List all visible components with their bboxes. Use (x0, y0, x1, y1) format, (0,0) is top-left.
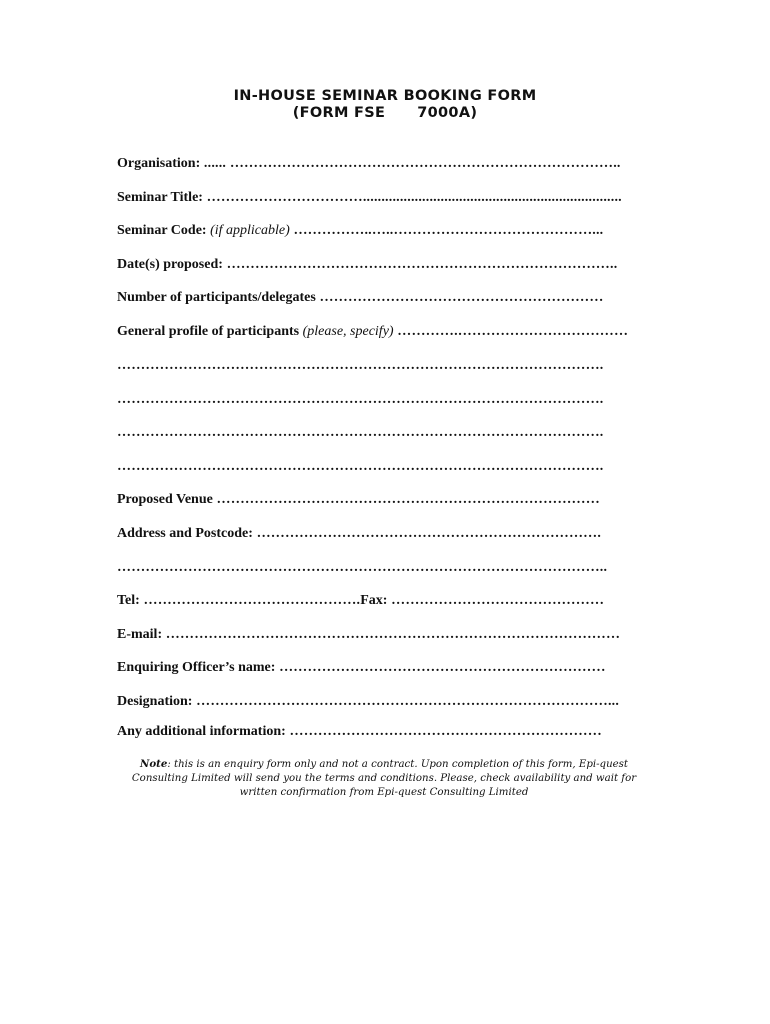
tel-label: Tel: (117, 593, 140, 608)
address-field[interactable] (117, 525, 657, 543)
profile-line-dots: …………………………………………………………………………………………. (117, 358, 604, 373)
profile-line-dots: …………………………………………………………………………………………. (117, 392, 604, 407)
form-code: (FORM FSE 7000A) (292, 105, 478, 121)
profile-dots: ………….……………………………… (393, 324, 629, 339)
venue-dots: ……………………………………………………………………… (212, 492, 600, 507)
fax-dots: ……………………………………… (387, 593, 605, 608)
organisation-field[interactable] (117, 155, 657, 173)
participants-dots: …………………………………………………… (315, 290, 604, 305)
profile-line[interactable] (117, 391, 657, 409)
designation-label: Designation: (117, 694, 193, 709)
additional-dots: ………………………………………………………… (285, 724, 602, 739)
officer-label: Enquiring Officer’s name: (117, 660, 276, 675)
seminar-code-label: Seminar Code: (117, 223, 207, 238)
officer-field[interactable] (117, 659, 657, 677)
address-dots: ………………………………………………………………. (252, 526, 602, 541)
designation-dots: ……………………………………………………………………………... (192, 694, 620, 709)
profile-line[interactable] (117, 458, 657, 476)
seminar-code-hint: (if applicable) (210, 223, 290, 238)
participants-label: Number of participants/delegates (117, 290, 316, 305)
participants-field[interactable] (117, 289, 657, 307)
dates-dots: ……………………………………………………………………….. (222, 257, 618, 272)
seminar-title-label: Seminar Title: (117, 190, 203, 205)
profile-line[interactable] (117, 424, 657, 442)
note-text-3: written confirmation from Epi-quest Consulting Limited (239, 787, 529, 798)
email-label: E-mail: (117, 627, 163, 642)
profile-hint: (please, specify) (302, 324, 394, 339)
note-text-1: : this is an enquiry form only and not a contract. Upon completion of this form, Epi-quest (167, 759, 628, 770)
additional-label: Any additional information: (117, 724, 286, 739)
tel-dots: ………………………………………. (139, 593, 361, 608)
address-line-dots: ………………………………………………………………………………………….. (117, 560, 608, 575)
officer-dots: …………………………………………………………… (275, 660, 606, 675)
form-title: IN-HOUSE SEMINAR BOOKING FORM (233, 88, 537, 104)
address-line[interactable] (117, 559, 657, 577)
additional-field[interactable] (117, 723, 657, 741)
fax-label: Fax: (360, 593, 388, 608)
designation-field[interactable] (117, 693, 657, 711)
note-text-2: Consulting Limited will send you the terms and conditions. Please, check availability and wait for (131, 773, 637, 784)
dates-label: Date(s) proposed: (117, 257, 223, 272)
note-label: Note (140, 758, 168, 770)
enquiry-note (110, 757, 658, 800)
profile-line-dots: …………………………………………………………………………………………. (117, 425, 604, 440)
profile-field[interactable] (117, 323, 657, 341)
profile-line-dots: …………………………………………………………………………………………. (117, 459, 604, 474)
seminar-title-dots: ……………………………...................................................................... (202, 190, 622, 205)
dates-field[interactable] (117, 256, 657, 274)
address-label: Address and Postcode: (117, 526, 253, 541)
profile-line[interactable] (117, 357, 657, 375)
venue-field[interactable] (117, 491, 657, 509)
email-field[interactable] (117, 626, 657, 644)
email-dots: …………………………………………………………………………………… (162, 627, 621, 642)
seminar-code-field[interactable] (117, 222, 657, 240)
organisation-label: Organisation: (117, 156, 201, 171)
seminar-title-field[interactable] (117, 189, 657, 207)
venue-label: Proposed Venue (117, 492, 213, 507)
profile-label: General profile of participants (117, 324, 300, 339)
tel-fax-field[interactable] (117, 592, 657, 610)
organisation-dots: ...... ……………………………………………………………………….. (200, 156, 621, 171)
seminar-code-dots: ……………..…..……………………………………... (289, 223, 604, 238)
